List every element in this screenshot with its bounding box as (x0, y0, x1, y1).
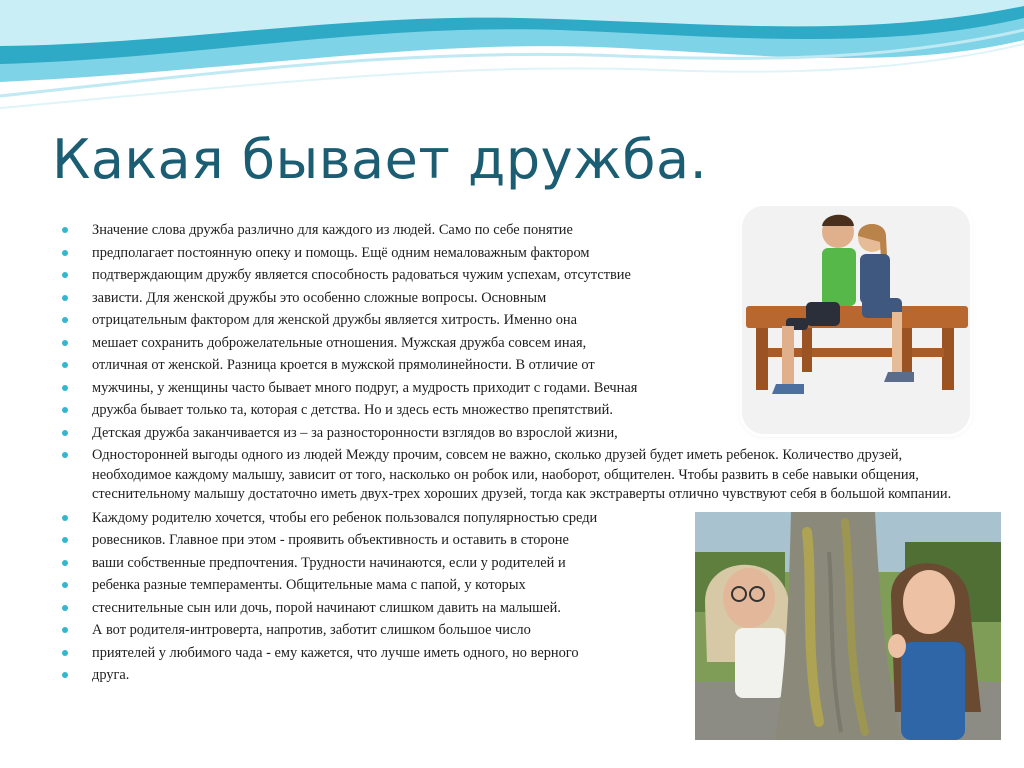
bullet-item: Детская дружба заканчивается из – за разносторонности взглядов во взрослой жизни, (62, 422, 962, 445)
bullet-item: зависти. Для женской дружбы это особенно сложные вопросы. Основным (62, 287, 962, 310)
bullet-item: приятелей у любимого чада - ему кажется, что лучше иметь одного, но верного (62, 642, 962, 665)
bench-illustration (742, 206, 970, 434)
bullet-item: отличная от женской. Разница кроется в мужской прямолинейности. В отличие от (62, 354, 962, 377)
bullet-item: мешает сохранить доброжелательные отношения. Мужская дружба совсем иная, (62, 332, 962, 355)
tree-illustration (695, 512, 1001, 740)
bullet-item: мужчины, у женщины часто бывает много подруг, а мудрость приходит с годами. Вечная (62, 377, 962, 400)
bullet-item: ровесников. Главное при этом - проявить объективность и оставить в стороне (62, 529, 962, 552)
bullet-item: Односторонней выгоды одного из людей Между прочим, совсем не важно, сколько друзей будет иметь ребенок. Количество друзей, необходимое каждому малышу, зависит от того, насколько он робок или, наоборот, общителен. Чтобы развить в себе навыки общения, стеснительному малышу достаточно иметь двух-трех хороших друзей, тогда как экстраверты отлично чувствуют себя в большой компании. (62, 444, 962, 507)
bullet-item: дружба бывает только та, которая с детства. Но и здесь есть множество препятствий. (62, 399, 962, 422)
photo-girls-behind-tree (695, 512, 1001, 740)
bullet-item: А вот родителя-интроверта, напротив, заботит слишком большое число (62, 619, 962, 642)
bullet-item: ваши собственные предпочтения. Трудности начинаются, если у родителей и (62, 552, 962, 575)
bullet-item: предполагает постоянную опеку и помощь. Ещё одним немаловажным фактором (62, 242, 962, 265)
photo-children-on-bench (742, 206, 970, 434)
bullet-item: стеснительные сын или дочь, порой начинают слишком давить на малышей. (62, 597, 962, 620)
bullet-item: подтверждающим дружбу является способность радоваться чужим успехам, отсутствие (62, 264, 962, 287)
bullet-item: Каждому родителю хочется, чтобы его ребенок пользовался популярностью среди (62, 507, 962, 530)
bullet-item: отрицательным фактором для женской дружбы является хитрость. Именно она (62, 309, 962, 332)
bullet-item: Значение слова дружба различно для каждого из людей. Само по себе понятие (62, 219, 962, 242)
wave-header-decoration (0, 0, 1024, 130)
bullet-item: ребенка разные темпераменты. Общительные мама с папой, у которых (62, 574, 962, 597)
slide-title: Какая бывает дружба. (52, 128, 708, 191)
bullet-item: друга. (62, 664, 962, 687)
